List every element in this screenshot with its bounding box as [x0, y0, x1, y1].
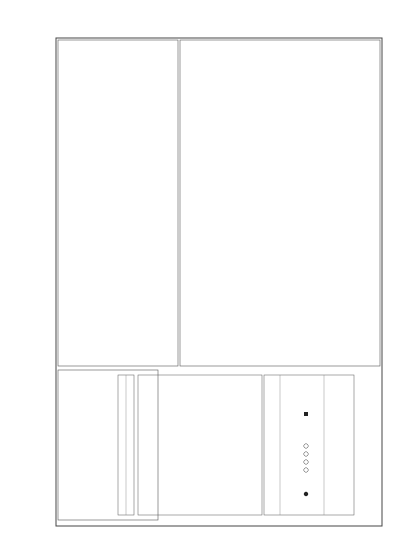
instructions-box — [296, 40, 368, 200]
instructions-text-wrap — [296, 40, 368, 200]
answer-grid-frame — [58, 40, 178, 366]
marking-notes-frame — [264, 375, 354, 515]
left-panel-frame — [58, 370, 158, 520]
marking-notes — [264, 375, 354, 515]
answer-grid — [58, 40, 178, 366]
left-panel — [58, 370, 354, 520]
application-number-grid — [138, 375, 262, 515]
name-block — [118, 375, 134, 515]
application-frame — [138, 375, 262, 515]
marking-example-bubbles — [304, 412, 308, 496]
